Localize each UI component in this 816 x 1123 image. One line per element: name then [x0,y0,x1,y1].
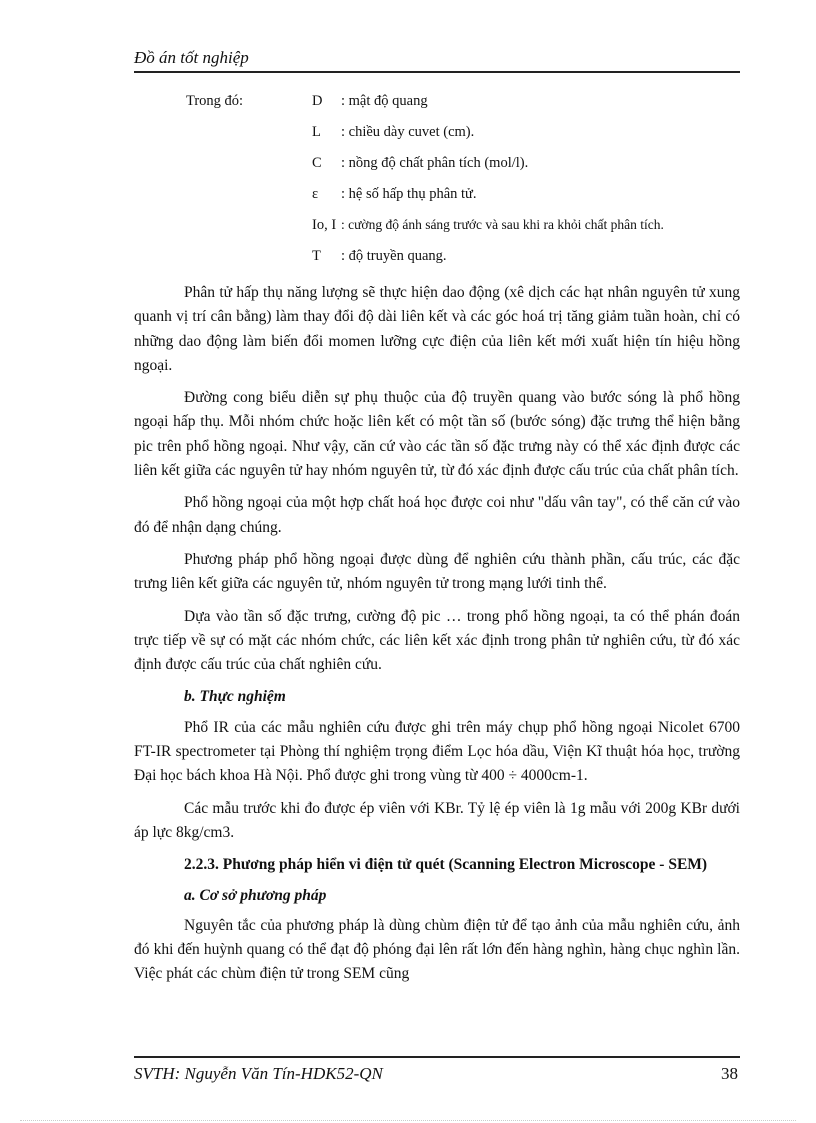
definition-symbol: ε [312,186,319,202]
paragraph: Phân tử hấp thụ năng lượng sẽ thực hiện dao động (xê dịch các hạt nhân nguyên tử xung quanh vị trí cân bằng) làm thay đổi độ dài liên kết và các góc hoá trị tăng giảm tuần hoàn, chỉ có những dao động làm biến đổi momen lưỡng cực điện của liên kết mới xuất hiện tín hiệu hồng ngoại. [134,284,740,374]
definition-row [134,186,740,217]
subheading-experimental: b. Thực nghiệm [184,688,286,706]
footer-author: SVTH: Nguyễn Văn Tín-HDK52-QN [134,1064,383,1083]
definition-row [134,155,740,186]
definition-desc: : độ truyền quang. [341,248,447,264]
definition-row [134,248,740,279]
subheading-principle: a. Cơ sở phương pháp [184,886,327,904]
section-heading: 2.2.3. Phương pháp hiển vi điện tử quét (Scanning Electron Microscope - SEM) [184,856,708,874]
definition-symbol: D [312,93,323,109]
definitions-lead: Trong đó: [186,93,244,109]
paragraph: Đường cong biểu diễn sự phụ thuộc của độ truyền quang vào bước sóng là phổ hồng ngoại hấp thụ. Mỗi nhóm chức hoặc liên kết có một tần số (bước sóng) đặc trưng thể hiện bằng pic trên phổ hồng ngoại. Như vậy, căn cứ vào các tần số đặc trưng này có thể xác định được các liên kết giữa các nguyên tử hay nhóm nguyên tử, từ đó xác định được cấu trúc của chất phân tích. [134,389,740,480]
page-footer [134,1056,740,1084]
page-number: 38 [721,1064,738,1083]
definition-row [134,124,740,155]
paragraph: Nguyên tắc của phương pháp là dùng chùm điện tử để tạo ảnh của mẫu nghiên cứu, ảnh đó khi đến huỳnh quang có thể đạt độ phóng đại lên rất lớn đến hàng nghìn, hàng chục nghìn lần. Việc phát các chùm điện tử trong SEM cũng [134,916,740,983]
paragraph: Các mẫu trước khi đo được ép viên với KBr. Tỷ lệ ép viên là 1g mẫu với 200g KBr dưới áp lực 8kg/cm3. [134,799,740,841]
definition-symbol: C [312,155,322,171]
page-header [134,48,740,73]
paragraph: Phổ hồng ngoại của một hợp chất hoá học được coi như "dấu vân tay", có thể căn cứ vào đó để nhận dạng chúng. [134,494,740,536]
definition-row [134,93,740,124]
definition-desc: : mật độ quang [341,93,428,109]
definition-desc: : cường độ ánh sáng trước và sau khi ra khỏi chất phân tích. [341,217,664,232]
paragraph: Phương pháp phổ hồng ngoại được dùng để nghiên cứu thành phần, cấu trúc, các đặc trưng liên kết giữa các nguyên tử, nhóm nguyên tử trong mạng lưới tinh thể. [134,550,740,593]
definition-row [134,217,740,248]
paragraph: Phổ IR của các mẫu nghiên cứu được ghi trên máy chụp phổ hồng ngoại Nicolet 6700 FT-IR spectrometer tại Phòng thí nghiệm trọng điểm Lọc hóa dầu, Viện Kĩ thuật hóa học, trường Đại học bách khoa Hà Nội. Phổ được ghi trong vùng từ 400 ÷ 4000cm-1. [134,718,740,785]
definition-symbol: L [312,124,321,140]
page-edge-divider [20,1120,796,1121]
definition-desc: : hệ số hấp thụ phân tử. [341,186,477,202]
definition-symbol: Io, I [312,217,337,233]
definition-symbol: T [312,248,321,264]
definition-desc: : chiều dày cuvet (cm). [341,124,475,140]
paragraph: Dựa vào tần số đặc trưng, cường độ pic … trong phổ hồng ngoại, ta có thể phán đoán trực tiếp về sự có mặt các nhóm chức, các liên kết xác định trong phân tử nghiên cứu, từ đó xác định được cấu trúc của chất nghiên cứu. [134,607,740,674]
definition-desc: : nồng độ chất phân tích (mol/l). [341,155,529,171]
header-title: Đồ án tốt nghiệp [134,48,249,67]
definitions-list [134,93,740,279]
body-text [134,281,740,987]
